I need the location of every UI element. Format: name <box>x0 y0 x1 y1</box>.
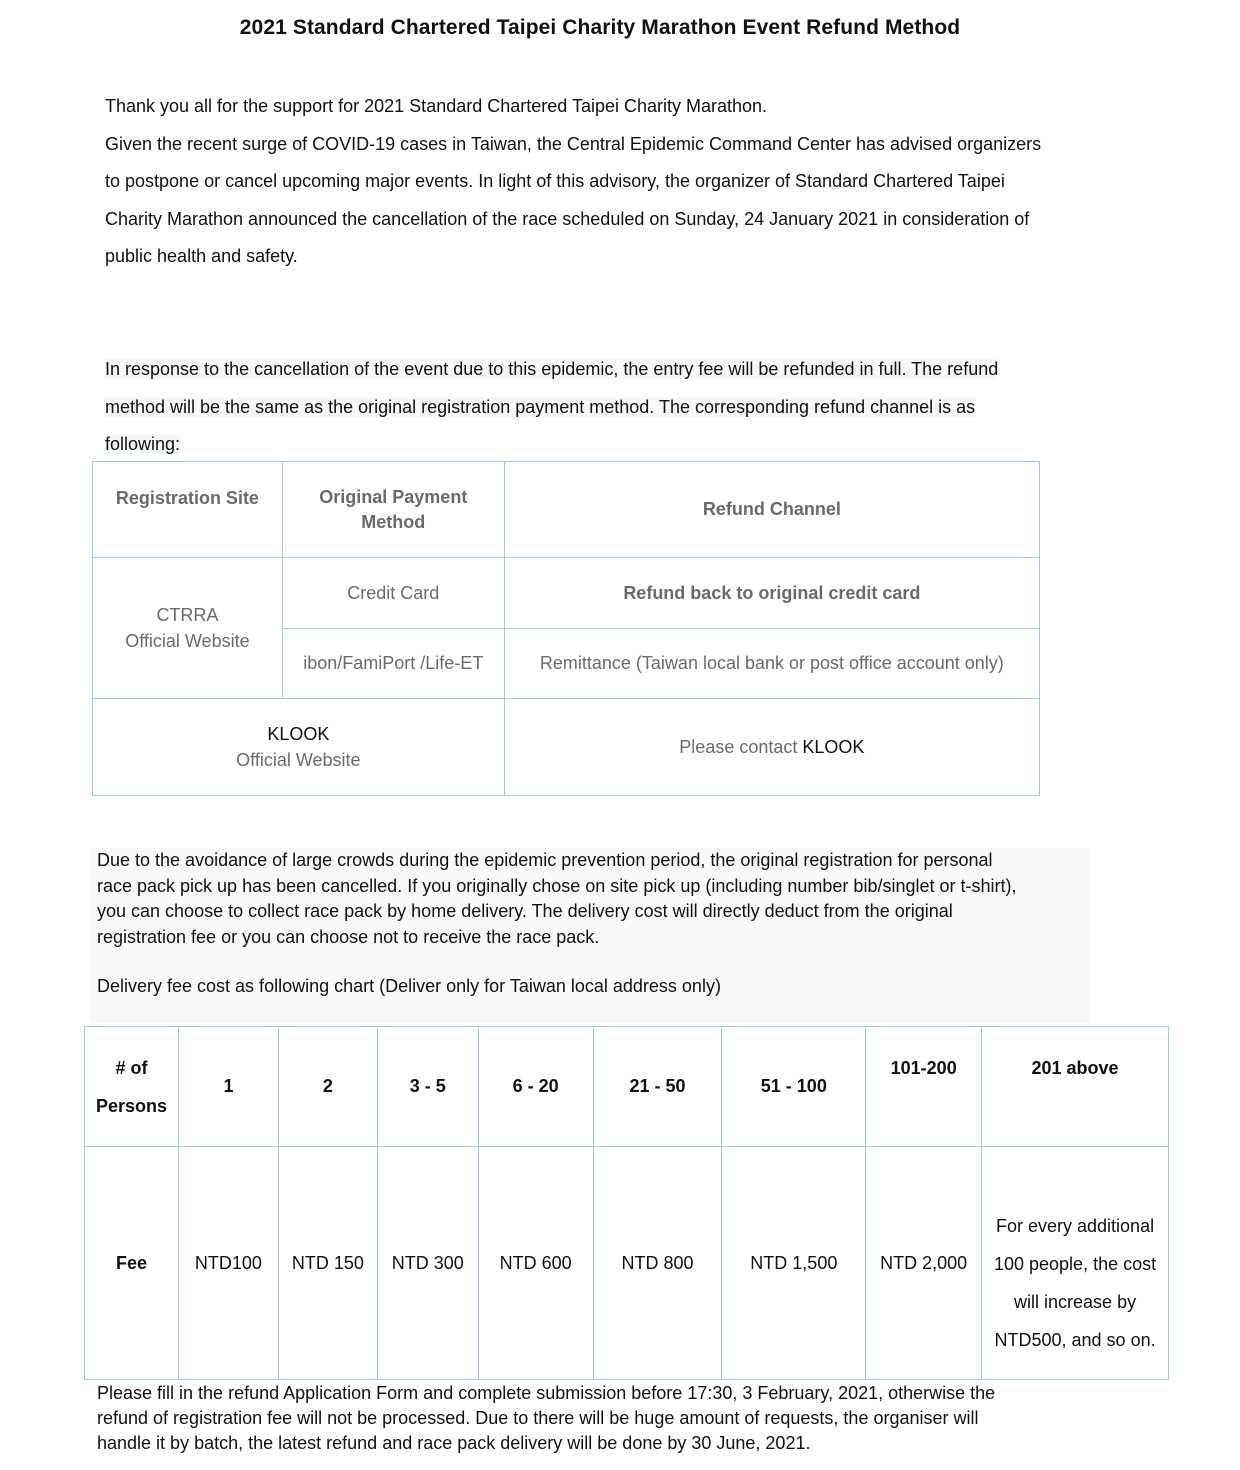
closing-line: Please fill in the refund Application Form and complete submission before 17:30, 3 February, 2021, otherwise the <box>97 1383 996 1403</box>
refund-channel-table <box>92 461 1040 796</box>
credit-card-method: Credit Card <box>282 558 504 629</box>
range-cell: 1 <box>178 1027 278 1147</box>
intro-paragraph <box>105 88 1105 276</box>
ctrra-suffix: Official Website <box>125 631 250 651</box>
range-cell: 201 above <box>982 1027 1169 1147</box>
race-pack-line: Due to the avoidance of large crowds during the epidemic prevention period, the original registration for personal <box>97 850 993 870</box>
klook-link[interactable]: KLOOK <box>802 736 865 757</box>
ibon-method: ibon/FamiPort /Life-ET <box>282 629 504 699</box>
fee-cell: NTD 2,000 <box>866 1147 982 1380</box>
closing-line: handle it by batch, the latest refund and race pack delivery will be done by 30 June, 2021. <box>97 1433 811 1454</box>
intro-line: Given the recent surge of COVID-19 cases in Taiwan, the Central Epidemic Command Center has advised organizers <box>105 133 1042 154</box>
race-pack-line: you can choose to collect race pack by home delivery. The delivery cost will directly deduct from the original <box>97 901 953 921</box>
klook-channel <box>504 699 1039 796</box>
klook-name: KLOOK <box>267 724 330 744</box>
fee-label: Fee <box>85 1147 179 1380</box>
klook-channel-prefix: Please contact <box>679 736 803 757</box>
race-pack-line: race pack pick up has been cancelled. If you originally chose on site pick up (including number bib/singlet or t-shirt), <box>97 875 1017 896</box>
range-cell: 6 - 20 <box>478 1027 593 1147</box>
intro-line: Charity Marathon announced the cancellation of the race scheduled on Sunday, 24 January 2021 in consideration of <box>105 208 1030 229</box>
klook-suffix: Official Website <box>236 750 361 770</box>
refund-line: method will be the same as the original registration payment method. The corresponding refund channel is as <box>105 396 976 417</box>
intro-line: public health and safety. <box>105 246 298 266</box>
fee-cell: NTD 1,500 <box>722 1147 866 1380</box>
race-pack-paragraph <box>97 848 1097 950</box>
persons-header <box>85 1027 179 1147</box>
table-row <box>93 699 1040 796</box>
note-line: 100 people, the cost <box>993 1254 1157 1274</box>
range-cell: 2 <box>278 1027 377 1147</box>
intro-line: to postpone or cancel upcoming major events. In light of this advisory, the organizer of Standard Chartered Taipei <box>105 171 1005 191</box>
header-refund-channel: Refund Channel <box>504 462 1039 558</box>
table-row <box>93 558 1040 629</box>
range-cell: 21 - 50 <box>593 1027 722 1147</box>
closing-line: refund of registration fee will not be processed. Due to there will be huge amount of requests, the organiser will <box>97 1408 979 1429</box>
range-cell: 3 - 5 <box>377 1027 478 1147</box>
delivery-fee-table <box>84 1026 1169 1380</box>
race-pack-line: registration fee or you can choose not to receive the race pack. <box>97 926 600 947</box>
fee-cell: NTD100 <box>178 1147 278 1380</box>
page-title: 2021 Standard Chartered Taipei Charity Marathon Event Refund Method <box>239 16 961 39</box>
credit-card-channel: Refund back to original credit card <box>504 558 1039 629</box>
table-row <box>93 462 1040 558</box>
fee-cell: NTD 800 <box>593 1147 722 1380</box>
range-cell: 51 - 100 <box>722 1027 866 1147</box>
refund-line: following: <box>105 434 181 454</box>
intro-line: Thank you all for the support for 2021 Standard Chartered Taipei Charity Marathon. <box>105 96 768 116</box>
klook-site-cell <box>93 699 505 796</box>
refund-paragraph <box>105 351 1105 464</box>
header-original-payment-method: Original Payment Method <box>282 462 504 558</box>
fee-cell: NTD 150 <box>278 1147 377 1380</box>
persons-label: # of <box>115 1057 148 1078</box>
closing-paragraph <box>97 1381 1137 1457</box>
note-line: will increase by <box>1014 1292 1137 1312</box>
range-cell: 101-200 <box>866 1027 982 1147</box>
note-line: For every additional <box>996 1216 1155 1236</box>
fee-cell: NTD 300 <box>377 1147 478 1380</box>
header-registration-site: Registration Site <box>93 462 283 558</box>
ctrra-name: CTRRA <box>156 605 219 625</box>
refund-line: In response to the cancellation of the event due to this epidemic, the entry fee will be refunded in full. The refund <box>105 359 999 379</box>
additional-fee-note <box>982 1147 1169 1380</box>
ctrra-site-cell <box>93 558 283 699</box>
ibon-channel: Remittance (Taiwan local bank or post office account only) <box>504 629 1039 699</box>
fee-cell: NTD 600 <box>478 1147 593 1380</box>
delivery-intro: Delivery fee cost as following chart (Deliver only for Taiwan local address only) <box>97 976 721 996</box>
table-row <box>85 1027 1169 1147</box>
persons-label: Persons <box>95 1095 167 1116</box>
note-line: NTD500, and so on. <box>994 1330 1156 1350</box>
table-row <box>85 1147 1169 1380</box>
